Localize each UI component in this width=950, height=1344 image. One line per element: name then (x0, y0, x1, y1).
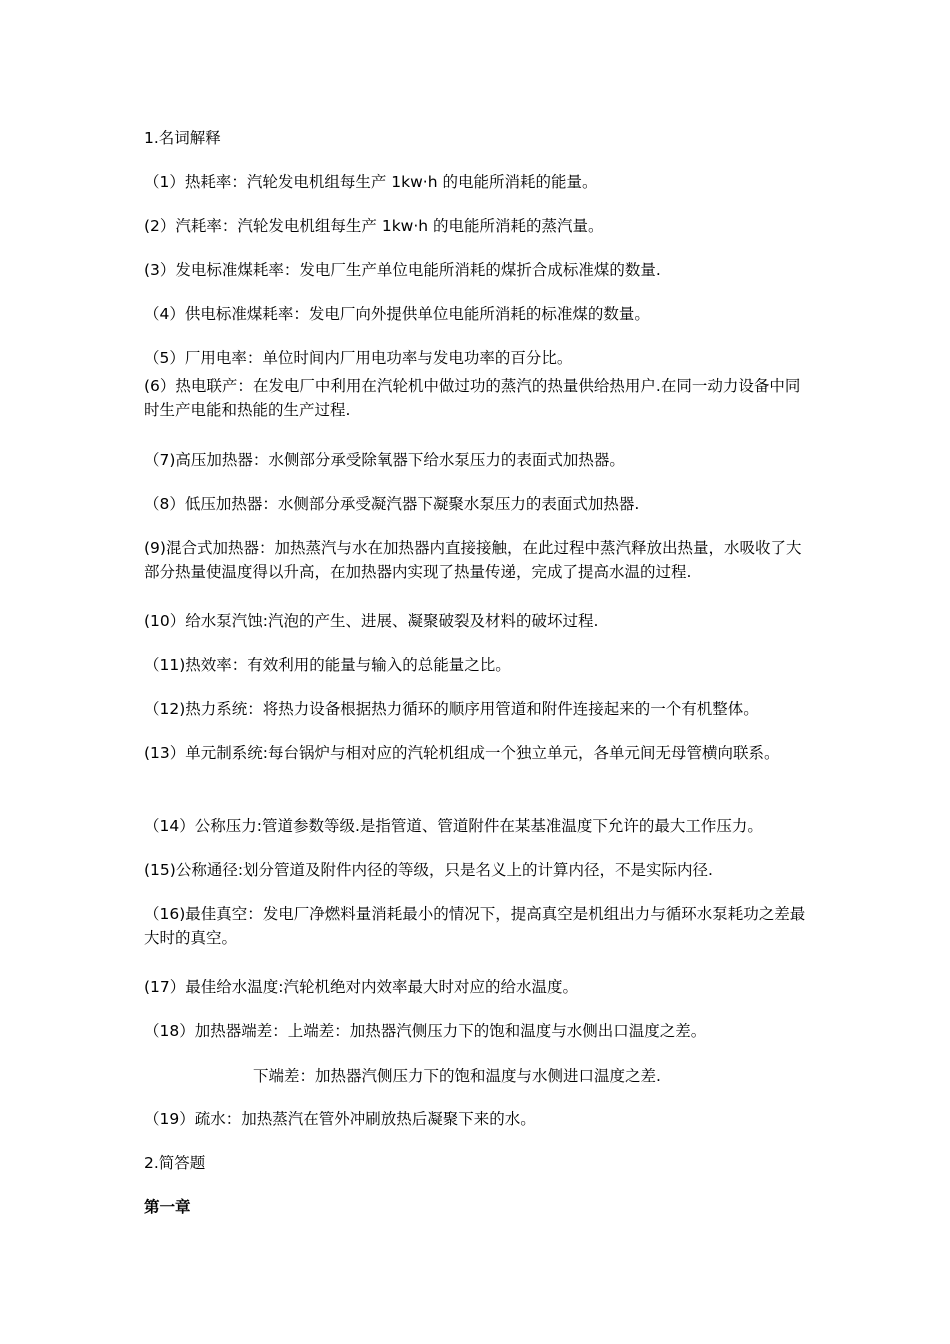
list-item: （8）低压加热器：水侧部分承受凝汽器下凝聚水泵压力的表面式加热器. (144, 495, 640, 513)
list-item: (9)混合式加热器：加热蒸汽与水在加热器内直接接触，在此过程中蒸汽释放出热量，水吸收了大部分热量使温度得以升高，在加热器内实现了热量传递，完成了提高水温的过程. (144, 539, 802, 581)
list-item: （5）厂用电率：单位时间内厂用电功率与发电功率的百分比。 (144, 349, 573, 367)
chapter-heading: 第一章 (144, 1198, 191, 1216)
list-item: （19）疏水：加热蒸汽在管外冲刷放热后凝聚下来的水。 (144, 1110, 536, 1128)
list-item: （18）加热器端差：上端差：加热器汽侧压力下的饱和温度与水侧出口温度之差。 (144, 1022, 707, 1040)
list-item: (15)公称通径:划分管道及附件内径的等级，只是名义上的计算内径，不是实际内径. (144, 861, 713, 879)
list-item: (6）热电联产：在发电厂中利用在汽轮机中做过功的蒸汽的热量供给热用户.在同一动力设备中同时生产电能和热能的生产过程. (144, 377, 801, 419)
list-item: （11)热效率：有效利用的能量与输入的总能量之比。 (144, 656, 511, 674)
list-item: (3）发电标准煤耗率：发电厂生产单位电能所消耗的煤折合成标准煤的数量. (144, 261, 661, 279)
list-item: (2）汽耗率：汽轮发电机组每生产 1kw·h 的电能所消耗的蒸汽量。 (144, 217, 604, 235)
list-item: （1）热耗率：汽轮发电机组每生产 1kw·h 的电能所消耗的能量。 (144, 173, 598, 191)
section-heading-terms: 1.名词解释 (144, 129, 221, 147)
list-item: （16)最佳真空：发电厂净燃料量消耗最小的情况下，提高真空是机组出力与循环水泵耗功之差最大时的真空。 (144, 905, 806, 947)
list-item: (17）最佳给水温度:汽轮机绝对内效率最大时对应的给水温度。 (144, 978, 578, 996)
list-item: (13）单元制系统:每台锅炉与相对应的汽轮机组成一个独立单元，各单元间无母管横向联系。 (144, 744, 780, 762)
list-item: （12)热力系统：将热力设备根据热力循环的顺序用管道和附件连接起来的一个有机整体。 (144, 700, 759, 718)
list-item: (10）给水泵汽蚀:汽泡的产生、进展、凝聚破裂及材料的破坏过程. (144, 612, 599, 630)
list-item: （14）公称压力:管道参数等级.是指管道、管道附件在某基准温度下允许的最大工作压力。 (144, 817, 763, 835)
list-item-subline: 下端差：加热器汽侧压力下的饱和温度与水侧进口温度之差. (253, 1067, 661, 1085)
section-heading-short-answer: 2.简答题 (144, 1154, 206, 1172)
list-item: （7)高压加热器：水侧部分承受除氧器下给水泵压力的表面式加热器。 (144, 451, 625, 469)
list-item: （4）供电标准煤耗率：发电厂向外提供单位电能所消耗的标准煤的数量。 (144, 305, 650, 323)
